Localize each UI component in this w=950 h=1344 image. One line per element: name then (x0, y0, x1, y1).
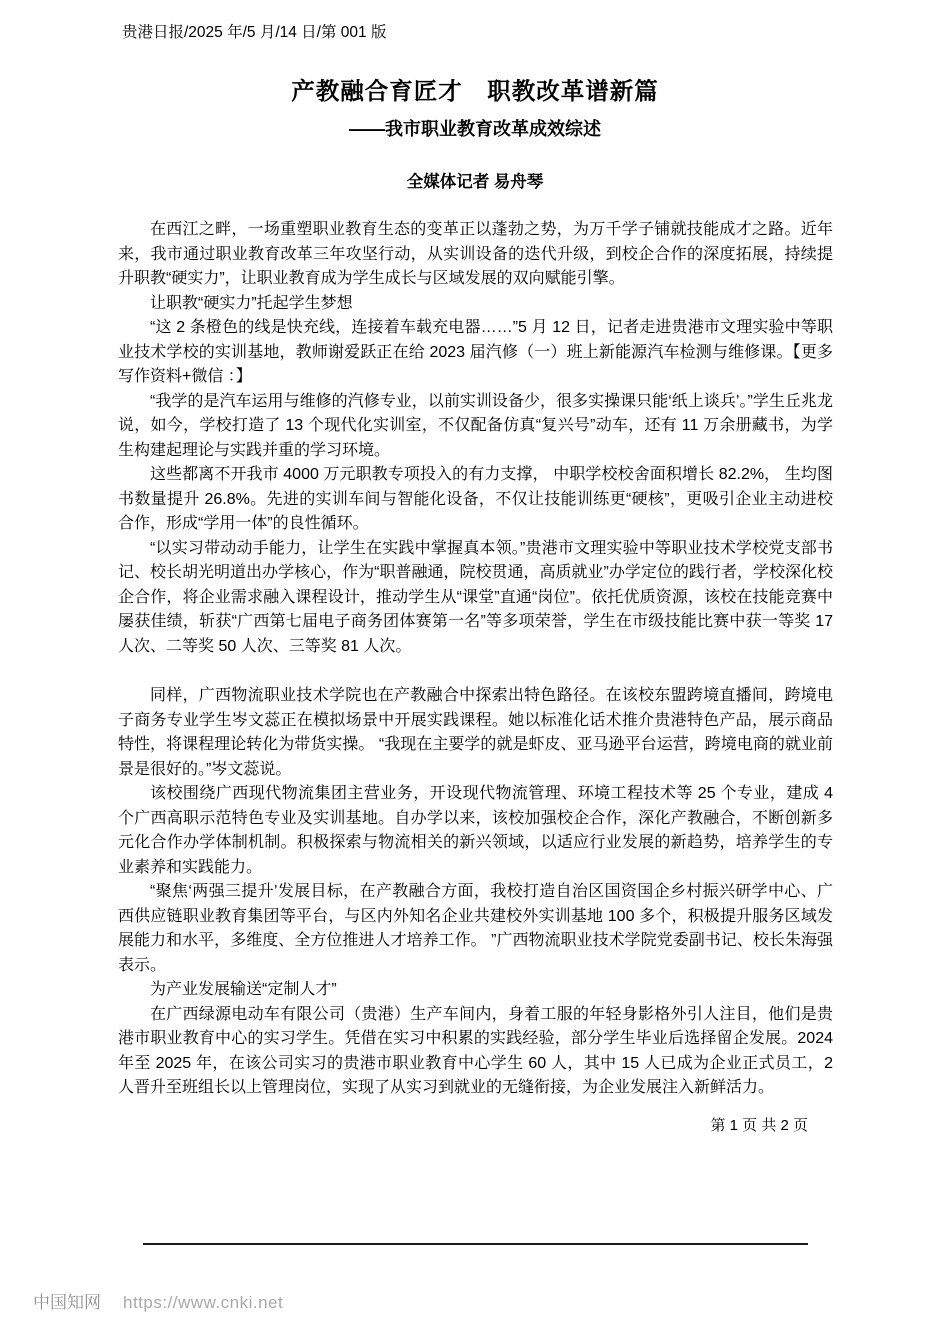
cnki-brand-label: 中国知网 (33, 1293, 101, 1312)
page-number: 第 1 页 共 2 页 (710, 1116, 808, 1134)
article-paragraph: 该校围绕广西现代物流集团主营业务，开设现代物流管理、环境工程技术等 25 个专业，建成 4 个广西高职示范特色专业及实训基地。自办学以来，该校加强校企合作，深化产教融合，不断创新多元化合作办学体制机制。积极探索与物流相关的新兴领域，以适应行业发展的新趋势，培养学生的专业素养和实践能力。 (118, 785, 833, 876)
cnki-watermark (33, 1288, 283, 1313)
article-paragraph: “我学的是汽车运用与维修的汽修专业，以前实训设备少，很多实操课只能‘纸上谈兵’。”学生丘兆龙说，如今，学校打造了 13 个现代化实训室，不仅配备仿真“复兴号”动车，还有 11 万余册藏书，为学生构建起理论与实践并重的学习环境。 (118, 392, 833, 459)
article-paragraph: 在广西绿源电动车有限公司（贵港）生产车间内，身着工服的年轻身影格外引人注目，他们是贵港市职业教育中心的实习学生。凭借在实习中积累的实践经验，部分学生毕业后选择留企发展。2024 年至 2025 年，在该公司实习的贵港市职业教育中心学生 60 人，其中 15 人已成为企业正式员工，2 人晋升至班组长以上管理岗位，实现了从实习到就业的无缝衔接，为企业发展注入新鲜活力。 (118, 1005, 833, 1096)
article-byline: 全媒体记者 易舟琴 (406, 173, 544, 191)
section-heading: 为产业发展输送“定制人才” (150, 981, 337, 998)
article-paragraph: “聚焦‘两强三提升’发展目标，在产教融合方面，我校打造自治区国资国企乡村振兴研学中心、广西供应链职业教育集团等平台，与区内外知名企业共建校外实训基地 100 多个，积极提升服务区域发展能力和水平，多维度、全方位推进人才培养工作。 ”广西物流职业技术学院党委副书记、校长朱海强表示。 (118, 883, 833, 974)
article-paragraph: 这些都离不开我市 4000 万元职教专项投入的有力支撑， 中职学校校舍面积增长 82.2%， 生均图书数量提升 26.8%。先进的实训车间与智能化设备，不仅让技能训练更“硬核”，更吸引企业主动进校合作，形成“学用一体”的良性循环。 (118, 466, 833, 532)
article-paragraph: 同样，广西物流职业技术学院也在产教融合中探索出特色路径。在该校东盟跨境直播间，跨境电子商务专业学生岑文蕊正在模拟场景中开展实践课程。她以标准化话术推介贵港特色产品，展示商品特性，将课程理论转化为带货实操。 “我现在主要学的就是虾皮、亚马逊平台运营，跨境电商的就业前景是很好的。”岑文蕊说。 (118, 687, 833, 778)
article-paragraph: “以实习带动动手能力，让学生在实践中掌握真本领。”贵港市文理实验中等职业技术学校党支部书记、校长胡光明道出办学核心，作为“职普融通，院校贯通，高质就业”办学定位的践行者，学校深化校企合作，将企业需求融入课程设计，推动学生从“课堂”直通“岗位”。依托优质资源，该校在技能竞赛中屡获佳绩，斩获“广西第七届电子商务团体赛第一名”等多项荣誉，学生在市级技能比赛中获一等奖 17 人次、二等奖 50 人次、三等奖 81 人次。 (118, 539, 833, 655)
article-title: 产教融合育匠才 职教改革谱新篇 (291, 78, 659, 104)
footer-divider-rule (143, 1243, 808, 1245)
article-paragraph: 在西江之畔，一场重塑职业教育生态的变革正以蓬勃之势，为万千学子铺就技能成才之路。近年来，我市通过职业教育改革三年攻坚行动，从实训设备的迭代升级，到校企合作的深度拓展，持续提升职教“硬实力”，让职业教育成为学生成长与区域发展的双向赋能引擎。 (118, 221, 833, 287)
article-body (118, 218, 833, 1101)
section-heading: 让职教“硬实力”托起学生梦想 (150, 294, 353, 312)
cnki-url-text: https://www.cnki.net (123, 1293, 284, 1312)
article-paragraph: “这 2 条橙色的线是快充线，连接着车载充电器……”5 月 12 日，记者走进贵港市文理实验中等职业技术学校的实训基地，教师谢爱跃正在给 2023 届汽修（一）班上新能源汽车检测与维修课。【更多写作资料+微信 ：】 (118, 319, 833, 385)
newspaper-source-line: 贵港日报/2025 年/5 月/14 日/第 001 版 (122, 24, 387, 41)
article-subtitle: ——我市职业教育改革成效综述 (349, 119, 601, 139)
